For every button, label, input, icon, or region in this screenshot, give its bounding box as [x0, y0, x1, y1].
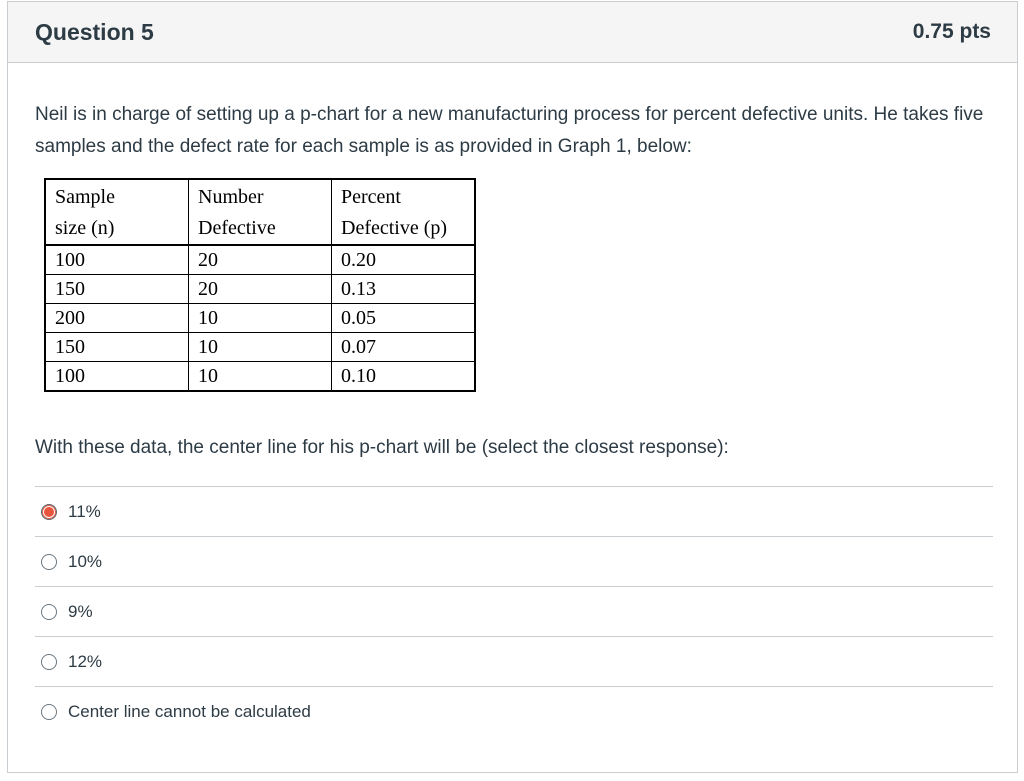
question-text: Neil is in charge of setting up a p-chart for a new manufacturing process for percent defective units. He takes five samples and the defect rate for each sample is as provided in Graph 1, below:: [35, 104, 984, 157]
table-cell: 20: [189, 245, 332, 275]
table-cell: 100: [45, 245, 189, 275]
table-cell: 0.13: [332, 275, 476, 304]
table-row: [45, 333, 475, 362]
table-row: [45, 275, 475, 304]
table-cell: 0.20: [332, 245, 476, 275]
answer-label: Center line cannot be calculated: [68, 702, 311, 721]
table-cell: 20: [189, 275, 332, 304]
answer-label: 11%: [68, 501, 101, 521]
answer-label: 9%: [68, 601, 93, 621]
table-header-cell: Number Defective: [189, 179, 332, 245]
question-title: Question 5: [35, 18, 154, 45]
table-cell: 10: [189, 333, 332, 362]
table-cell: 150: [45, 333, 189, 362]
answer-list: [35, 486, 993, 737]
answer-option[interactable]: [35, 637, 993, 687]
radio-button[interactable]: [41, 554, 57, 570]
question-points: 0.75 pts: [912, 20, 991, 43]
table-header-cell: Sample size (n): [45, 179, 189, 245]
answer-option[interactable]: [35, 487, 993, 537]
table-cell: 150: [45, 275, 189, 304]
table-row: [45, 362, 475, 392]
table-cell: 0.05: [332, 304, 476, 333]
question-card: [7, 1, 1018, 773]
answer-option[interactable]: [35, 587, 993, 637]
answer-prompt: With these data, the center line for his p-chart will be (select the closest response):: [35, 437, 729, 458]
table-row: [45, 245, 475, 275]
table-cell: 10: [189, 362, 332, 392]
answer-label: 12%: [68, 651, 103, 671]
table-cell: 200: [45, 304, 189, 333]
answer-option[interactable]: [35, 687, 993, 737]
question-header: [8, 2, 1017, 63]
radio-button[interactable]: [41, 654, 57, 670]
radio-button-selected[interactable]: [41, 504, 57, 520]
answer-label: 10%: [68, 551, 103, 571]
table-header-cell: Percent Defective (p): [332, 179, 476, 245]
answer-option[interactable]: [35, 537, 993, 587]
table-cell: 0.07: [332, 333, 476, 362]
defect-data-table: [44, 178, 476, 392]
radio-button[interactable]: [41, 604, 57, 620]
table-row: [45, 304, 475, 333]
table-header-row: [45, 179, 475, 245]
table-cell: 100: [45, 362, 189, 392]
question-body: [8, 63, 1017, 737]
radio-button[interactable]: [41, 704, 57, 720]
table-cell: 0.10: [332, 362, 476, 392]
table-cell: 10: [189, 304, 332, 333]
